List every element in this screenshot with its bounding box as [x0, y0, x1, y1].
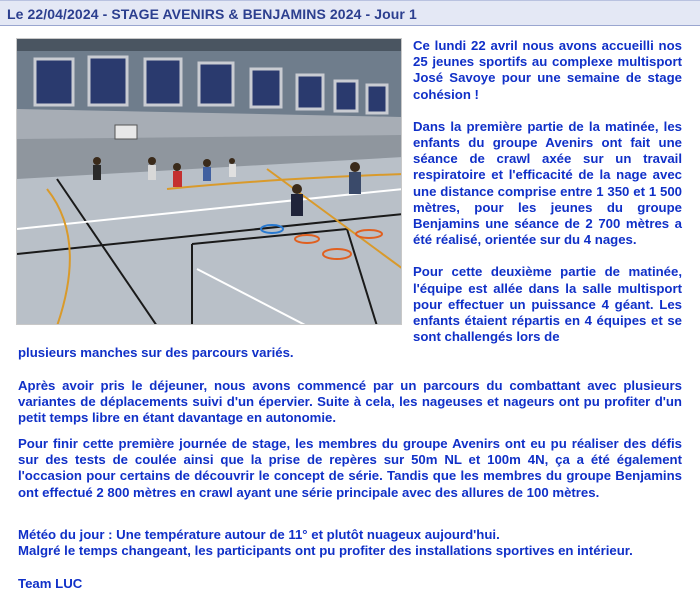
paragraph-day-end: Pour finir cette première journée de stage, les membres du groupe Avenirs ont eu pu réaliser des défis sur des tests de coulée ainsi que la prise de repères sur 50m NL et 100m 4N, ça a été également l'occasion pour certains de découvrir le concept de série. Tandis que les membres du groupe Benjamins ont effectué 2 800 mètres en crawl ayant une série principale avec des allures de 100 mètres. [18, 436, 682, 500]
paragraph-morning-gym: Pour cette deuxième partie de matinée, l'équipe est allée dans la salle multisport pour effectuer un puissance 4 géant. Les enfants étaient répartis en 4 équipes et se sont challengés lors de [413, 264, 682, 345]
weather-line-1: Météo du jour : Une température autour de 11° et plutôt nuageux aujourd'hui. [18, 527, 500, 542]
paragraph-morning-swim: Dans la première partie de la matinée, les enfants du groupe Avenirs ont fait une séance de crawl axée sur un travail respiratoire et l'efficacité de la nage avec une distance comprise entre 1 350 et 1 500 mètres, pour les jeunes du groupe Benjamins une séance de 2 700 mètres a été réalisé, orientée sur du 4 nages. [413, 118, 682, 248]
paragraph-morning-gym-end: plusieurs manches sur des parcours variés. [18, 345, 294, 360]
paragraph-afternoon: Après avoir pris le déjeuner, nous avons commencé par un parcours du combattant avec plusieurs variantes de déplacements suivi d'un épervier. Suite à cela, les nageuses et nageurs ont pu profiter d'un petit temps libre en étant davantage en autonomie. [18, 378, 682, 426]
signature: Team LUC [18, 576, 83, 591]
weather-line-2: Malgré le temps changeant, les participants ont pu profiter des installations sportives en intérieur. [18, 543, 633, 558]
gym-photo-illustration [17, 39, 402, 325]
article-column [413, 38, 682, 361]
paragraph-intro: Ce lundi 22 avril nous avons accueilli nos 25 jeunes sportifs au complexe multisport José Savoye pour une semaine de stage cohésion ! [413, 38, 682, 102]
article-header [0, 0, 700, 26]
gym-photo [16, 38, 402, 325]
article-title: Le 22/04/2024 - STAGE AVENIRS & BENJAMINS 2024 - Jour 1 [7, 6, 417, 22]
